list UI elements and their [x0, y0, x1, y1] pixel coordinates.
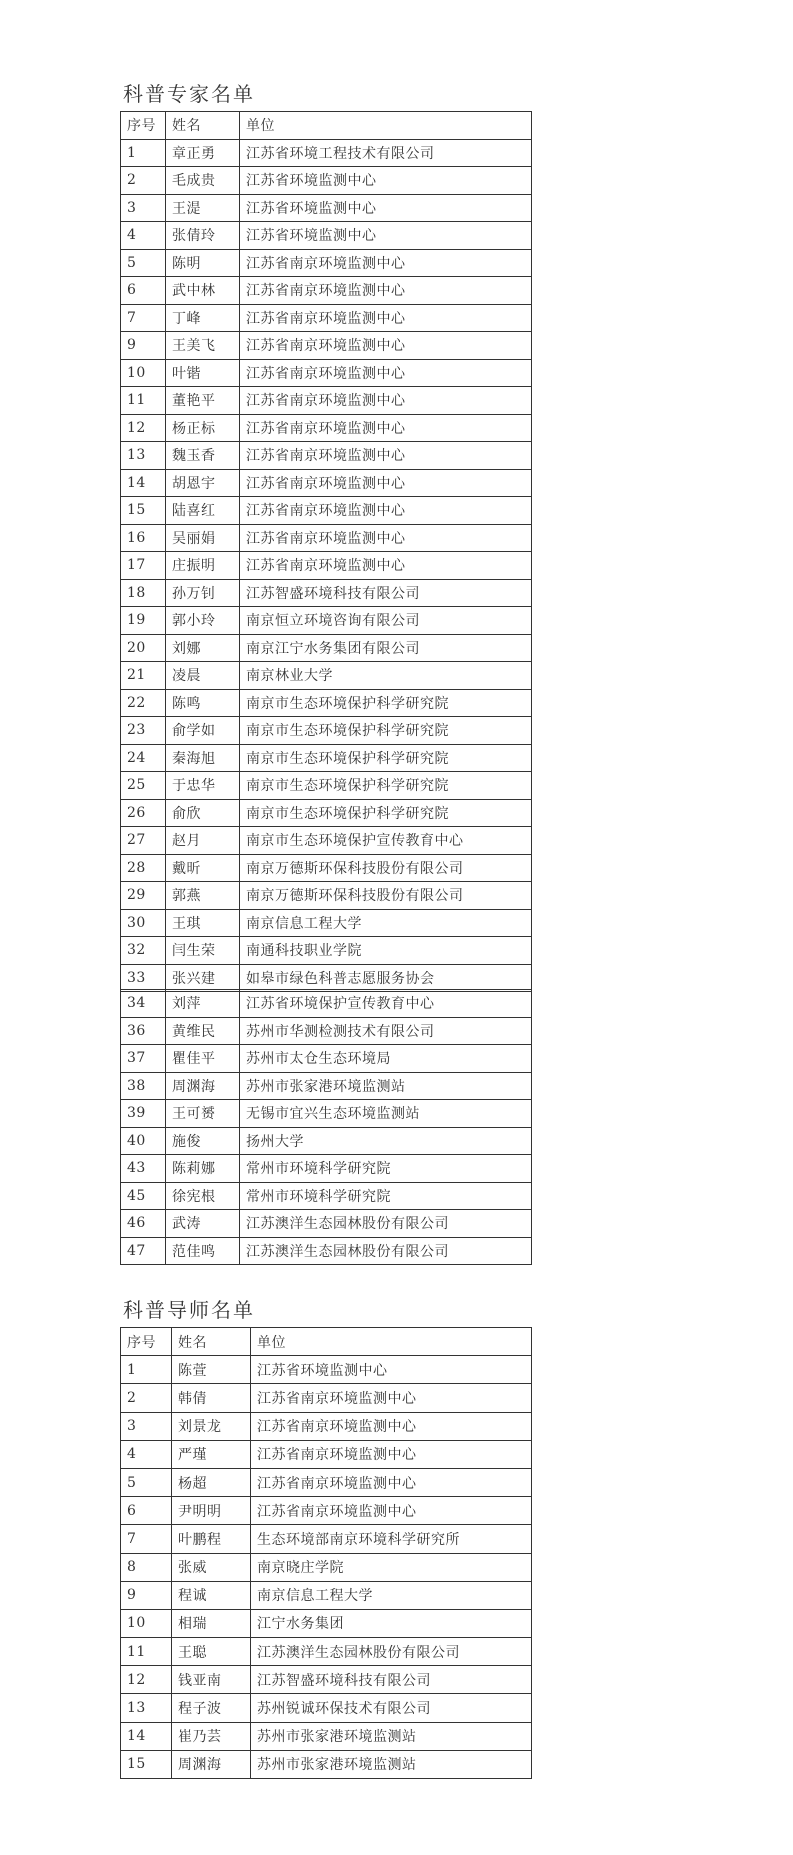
- cell-name: 戴昕: [166, 854, 240, 882]
- table-row: [121, 469, 532, 497]
- cell-name: 陈萱: [172, 1356, 251, 1384]
- table-row: [121, 194, 532, 222]
- cell-unit: 江苏省南京环境监测中心: [251, 1384, 532, 1412]
- cell-unit: 南京市生态环境保护宣传教育中心: [240, 827, 532, 855]
- cell-index: 24: [121, 744, 166, 772]
- cell-unit: 江苏省南京环境监测中心: [240, 277, 532, 305]
- cell-index: 5: [121, 249, 166, 277]
- table-row: [121, 634, 532, 662]
- cell-name: 程子波: [172, 1694, 251, 1722]
- cell-name: 严瑾: [172, 1440, 251, 1468]
- cell-index: 17: [121, 552, 166, 580]
- cell-index: 28: [121, 854, 166, 882]
- cell-unit: 江苏省环境监测中心: [240, 222, 532, 250]
- cell-index: 13: [121, 442, 166, 470]
- cell-unit: 苏州锐诚环保技术有限公司: [251, 1694, 532, 1722]
- table-row: [121, 1497, 532, 1525]
- cell-index: 21: [121, 662, 166, 690]
- cell-name: 王美飞: [166, 332, 240, 360]
- table-row: [121, 744, 532, 772]
- cell-name: 俞欣: [166, 799, 240, 827]
- cell-index: 10: [121, 1609, 172, 1637]
- cell-name: 杨正标: [166, 414, 240, 442]
- table-row: [121, 1412, 532, 1440]
- header-index: 序号: [121, 1328, 172, 1356]
- table-row: [121, 1440, 532, 1468]
- table-row: [121, 1638, 532, 1666]
- table-row: [121, 442, 532, 470]
- header-unit: 单位: [240, 112, 532, 140]
- cell-unit: 江苏省南京环境监测中心: [251, 1412, 532, 1440]
- cell-name: 武涛: [166, 1210, 240, 1238]
- cell-unit: 江苏智盛环境科技有限公司: [251, 1666, 532, 1694]
- cell-index: 1: [121, 139, 166, 167]
- cell-unit: 南京万德斯环保科技股份有限公司: [240, 882, 532, 910]
- cell-index: 45: [121, 1182, 166, 1210]
- cell-index: 46: [121, 1210, 166, 1238]
- cell-name: 赵月: [166, 827, 240, 855]
- cell-index: 15: [121, 497, 166, 525]
- cell-name: 相瑞: [172, 1609, 251, 1637]
- cell-name: 董艳平: [166, 387, 240, 415]
- table-row: [121, 1127, 532, 1155]
- cell-name: 郭小玲: [166, 607, 240, 635]
- table-row: [121, 990, 532, 1018]
- cell-index: 18: [121, 579, 166, 607]
- header-unit: 单位: [251, 1328, 532, 1356]
- cell-unit: 苏州市太仓生态环境局: [240, 1045, 532, 1073]
- cell-unit: 江苏省南京环境监测中心: [240, 249, 532, 277]
- cell-index: 5: [121, 1468, 172, 1496]
- cell-name: 程诚: [172, 1581, 251, 1609]
- cell-unit: 南京江宁水务集团有限公司: [240, 634, 532, 662]
- header-name: 姓名: [172, 1328, 251, 1356]
- cell-index: 13: [121, 1694, 172, 1722]
- experts-table: [120, 111, 532, 992]
- table-row: [121, 249, 532, 277]
- cell-index: 4: [121, 1440, 172, 1468]
- cell-unit: 江苏省环境监测中心: [240, 194, 532, 222]
- table-row: [121, 1045, 532, 1073]
- cell-unit: 江苏省南京环境监测中心: [251, 1440, 532, 1468]
- cell-index: 25: [121, 772, 166, 800]
- cell-unit: 江苏省南京环境监测中心: [251, 1468, 532, 1496]
- cell-unit: 南京信息工程大学: [251, 1581, 532, 1609]
- cell-name: 王琪: [166, 909, 240, 937]
- cell-name: 范佳鸣: [166, 1237, 240, 1265]
- cell-index: 2: [121, 167, 166, 195]
- header-index: 序号: [121, 112, 166, 140]
- cell-name: 陈鸣: [166, 689, 240, 717]
- cell-index: 9: [121, 1581, 172, 1609]
- cell-index: 4: [121, 222, 166, 250]
- cell-index: 2: [121, 1384, 172, 1412]
- table-row: [121, 359, 532, 387]
- cell-name: 王可赟: [166, 1100, 240, 1128]
- cell-name: 秦海旭: [166, 744, 240, 772]
- cell-name: 陆喜红: [166, 497, 240, 525]
- cell-index: 14: [121, 469, 166, 497]
- cell-name: 刘萍: [166, 990, 240, 1018]
- experts-table-continued: [120, 989, 532, 1265]
- cell-unit: 江苏省南京环境监测中心: [240, 332, 532, 360]
- cell-name: 韩倩: [172, 1384, 251, 1412]
- cell-unit: 江苏省南京环境监测中心: [240, 359, 532, 387]
- cell-unit: 南京市生态环境保护科学研究院: [240, 744, 532, 772]
- cell-unit: 苏州市华测检测技术有限公司: [240, 1017, 532, 1045]
- table-row: [121, 689, 532, 717]
- cell-unit: 江苏省南京环境监测中心: [240, 497, 532, 525]
- cell-index: 20: [121, 634, 166, 662]
- cell-name: 钱亚南: [172, 1666, 251, 1694]
- cell-index: 12: [121, 414, 166, 442]
- table-row: [121, 909, 532, 937]
- cell-unit: 南京万德斯环保科技股份有限公司: [240, 854, 532, 882]
- cell-index: 11: [121, 1638, 172, 1666]
- cell-index: 11: [121, 387, 166, 415]
- cell-unit: 南京林业大学: [240, 662, 532, 690]
- mentors-header-row: [121, 1328, 532, 1356]
- table-row: [121, 277, 532, 305]
- cell-index: 6: [121, 1497, 172, 1525]
- cell-unit: 江苏省南京环境监测中心: [240, 387, 532, 415]
- cell-name: 胡恩宇: [166, 469, 240, 497]
- cell-unit: 江苏澳洋生态园林股份有限公司: [240, 1237, 532, 1265]
- cell-index: 23: [121, 717, 166, 745]
- table-row: [121, 1581, 532, 1609]
- cell-name: 章正勇: [166, 139, 240, 167]
- table-row: [121, 772, 532, 800]
- table-row: [121, 1722, 532, 1750]
- cell-unit: 南京信息工程大学: [240, 909, 532, 937]
- cell-index: 38: [121, 1072, 166, 1100]
- cell-unit: 江宁水务集团: [251, 1609, 532, 1637]
- table-row: [121, 414, 532, 442]
- cell-index: 15: [121, 1750, 172, 1778]
- cell-index: 36: [121, 1017, 166, 1045]
- cell-unit: 江苏澳洋生态园林股份有限公司: [251, 1638, 532, 1666]
- cell-index: 29: [121, 882, 166, 910]
- cell-name: 叶鹏程: [172, 1525, 251, 1553]
- experts-title: 科普专家名单: [123, 82, 255, 106]
- cell-name: 闫生荣: [166, 937, 240, 965]
- cell-unit: 南通科技职业学院: [240, 937, 532, 965]
- table-row: [121, 1017, 532, 1045]
- table-row: [121, 1182, 532, 1210]
- cell-unit: 江苏省南京环境监测中心: [240, 442, 532, 470]
- table-row: [121, 139, 532, 167]
- cell-index: 30: [121, 909, 166, 937]
- cell-name: 刘娜: [166, 634, 240, 662]
- table-row: [121, 827, 532, 855]
- table-row: [121, 1155, 532, 1183]
- cell-unit: 江苏省环境监测中心: [240, 167, 532, 195]
- table-row: [121, 717, 532, 745]
- experts-header-row: [121, 112, 532, 140]
- cell-unit: 生态环境部南京环境科学研究所: [251, 1525, 532, 1553]
- cell-name: 武中林: [166, 277, 240, 305]
- cell-name: 黄维民: [166, 1017, 240, 1045]
- table-row: [121, 579, 532, 607]
- cell-index: 8: [121, 1553, 172, 1581]
- table-row: [121, 222, 532, 250]
- cell-index: 22: [121, 689, 166, 717]
- cell-unit: 江苏省南京环境监测中心: [240, 304, 532, 332]
- table-row: [121, 1384, 532, 1412]
- cell-name: 叶锴: [166, 359, 240, 387]
- table-row: [121, 1609, 532, 1637]
- mentors-title: 科普导师名单: [123, 1298, 255, 1322]
- cell-name: 刘景龙: [172, 1412, 251, 1440]
- cell-unit: 南京市生态环境保护科学研究院: [240, 717, 532, 745]
- cell-unit: 江苏省环境监测中心: [251, 1356, 532, 1384]
- mentors-table: [120, 1327, 532, 1779]
- cell-unit: 江苏澳洋生态园林股份有限公司: [240, 1210, 532, 1238]
- table-row: [121, 1694, 532, 1722]
- table-row: [121, 1468, 532, 1496]
- cell-index: 32: [121, 937, 166, 965]
- cell-index: 12: [121, 1666, 172, 1694]
- table-row: [121, 1750, 532, 1778]
- cell-index: 47: [121, 1237, 166, 1265]
- cell-name: 庄振明: [166, 552, 240, 580]
- cell-unit: 扬州大学: [240, 1127, 532, 1155]
- cell-name: 王聪: [172, 1638, 251, 1666]
- table-row: [121, 332, 532, 360]
- cell-name: 瞿佳平: [166, 1045, 240, 1073]
- cell-index: 14: [121, 1722, 172, 1750]
- table-row: [121, 1237, 532, 1265]
- cell-name: 魏玉香: [166, 442, 240, 470]
- cell-index: 7: [121, 304, 166, 332]
- cell-name: 吴丽娟: [166, 524, 240, 552]
- table-row: [121, 937, 532, 965]
- cell-unit: 常州市环境科学研究院: [240, 1155, 532, 1183]
- table-row: [121, 1553, 532, 1581]
- cell-unit: 南京市生态环境保护科学研究院: [240, 772, 532, 800]
- table-row: [121, 854, 532, 882]
- table-row: [121, 552, 532, 580]
- cell-unit: 苏州市张家港环境监测站: [251, 1722, 532, 1750]
- cell-index: 6: [121, 277, 166, 305]
- cell-unit: 南京市生态环境保护科学研究院: [240, 799, 532, 827]
- cell-unit: 江苏省南京环境监测中心: [240, 524, 532, 552]
- cell-name: 杨超: [172, 1468, 251, 1496]
- cell-name: 陈莉娜: [166, 1155, 240, 1183]
- table-row: [121, 167, 532, 195]
- cell-name: 丁峰: [166, 304, 240, 332]
- cell-unit: 江苏省南京环境监测中心: [240, 552, 532, 580]
- table-row: [121, 1210, 532, 1238]
- table-row: [121, 607, 532, 635]
- table-row: [121, 1356, 532, 1384]
- cell-name: 凌晨: [166, 662, 240, 690]
- header-name: 姓名: [166, 112, 240, 140]
- cell-name: 崔乃芸: [172, 1722, 251, 1750]
- cell-unit: 南京恒立环境咨询有限公司: [240, 607, 532, 635]
- cell-unit: 苏州市张家港环境监测站: [240, 1072, 532, 1100]
- cell-unit: 如皋市绿色科普志愿服务协会: [240, 964, 532, 992]
- cell-unit: 常州市环境科学研究院: [240, 1182, 532, 1210]
- cell-unit: 江苏省南京环境监测中心: [240, 414, 532, 442]
- cell-index: 37: [121, 1045, 166, 1073]
- table-row: [121, 799, 532, 827]
- cell-name: 施俊: [166, 1127, 240, 1155]
- cell-name: 徐宪根: [166, 1182, 240, 1210]
- table-row: [121, 1100, 532, 1128]
- cell-unit: 无锡市宜兴生态环境监测站: [240, 1100, 532, 1128]
- cell-index: 19: [121, 607, 166, 635]
- cell-index: 7: [121, 1525, 172, 1553]
- cell-index: 26: [121, 799, 166, 827]
- cell-index: 27: [121, 827, 166, 855]
- cell-unit: 南京晓庄学院: [251, 1553, 532, 1581]
- cell-name: 张兴建: [166, 964, 240, 992]
- cell-unit: 南京市生态环境保护科学研究院: [240, 689, 532, 717]
- table-row: [121, 1072, 532, 1100]
- cell-unit: 苏州市张家港环境监测站: [251, 1750, 532, 1778]
- cell-name: 毛成贵: [166, 167, 240, 195]
- cell-index: 3: [121, 1412, 172, 1440]
- table-row: [121, 387, 532, 415]
- table-row: [121, 1666, 532, 1694]
- cell-name: 郭燕: [166, 882, 240, 910]
- cell-name: 陈明: [166, 249, 240, 277]
- table-row: [121, 497, 532, 525]
- cell-name: 孙万钊: [166, 579, 240, 607]
- table-row: [121, 662, 532, 690]
- cell-name: 张威: [172, 1553, 251, 1581]
- cell-index: 16: [121, 524, 166, 552]
- cell-name: 尹明明: [172, 1497, 251, 1525]
- cell-index: 33: [121, 964, 166, 992]
- cell-index: 34: [121, 990, 166, 1018]
- cell-index: 1: [121, 1356, 172, 1384]
- cell-name: 张倩玲: [166, 222, 240, 250]
- cell-index: 39: [121, 1100, 166, 1128]
- table-row: [121, 304, 532, 332]
- cell-name: 王湜: [166, 194, 240, 222]
- cell-name: 于忠华: [166, 772, 240, 800]
- table-row: [121, 964, 532, 992]
- cell-index: 43: [121, 1155, 166, 1183]
- cell-index: 3: [121, 194, 166, 222]
- table-row: [121, 1525, 532, 1553]
- cell-index: 10: [121, 359, 166, 387]
- cell-unit: 江苏省环境保护宣传教育中心: [240, 990, 532, 1018]
- cell-name: 周渊海: [166, 1072, 240, 1100]
- cell-name: 俞学如: [166, 717, 240, 745]
- cell-unit: 江苏省环境工程技术有限公司: [240, 139, 532, 167]
- cell-name: 周渊海: [172, 1750, 251, 1778]
- table-row: [121, 882, 532, 910]
- cell-index: 40: [121, 1127, 166, 1155]
- cell-unit: 江苏省南京环境监测中心: [251, 1497, 532, 1525]
- cell-unit: 江苏省南京环境监测中心: [240, 469, 532, 497]
- cell-unit: 江苏智盛环境科技有限公司: [240, 579, 532, 607]
- table-row: [121, 524, 532, 552]
- cell-index: 9: [121, 332, 166, 360]
